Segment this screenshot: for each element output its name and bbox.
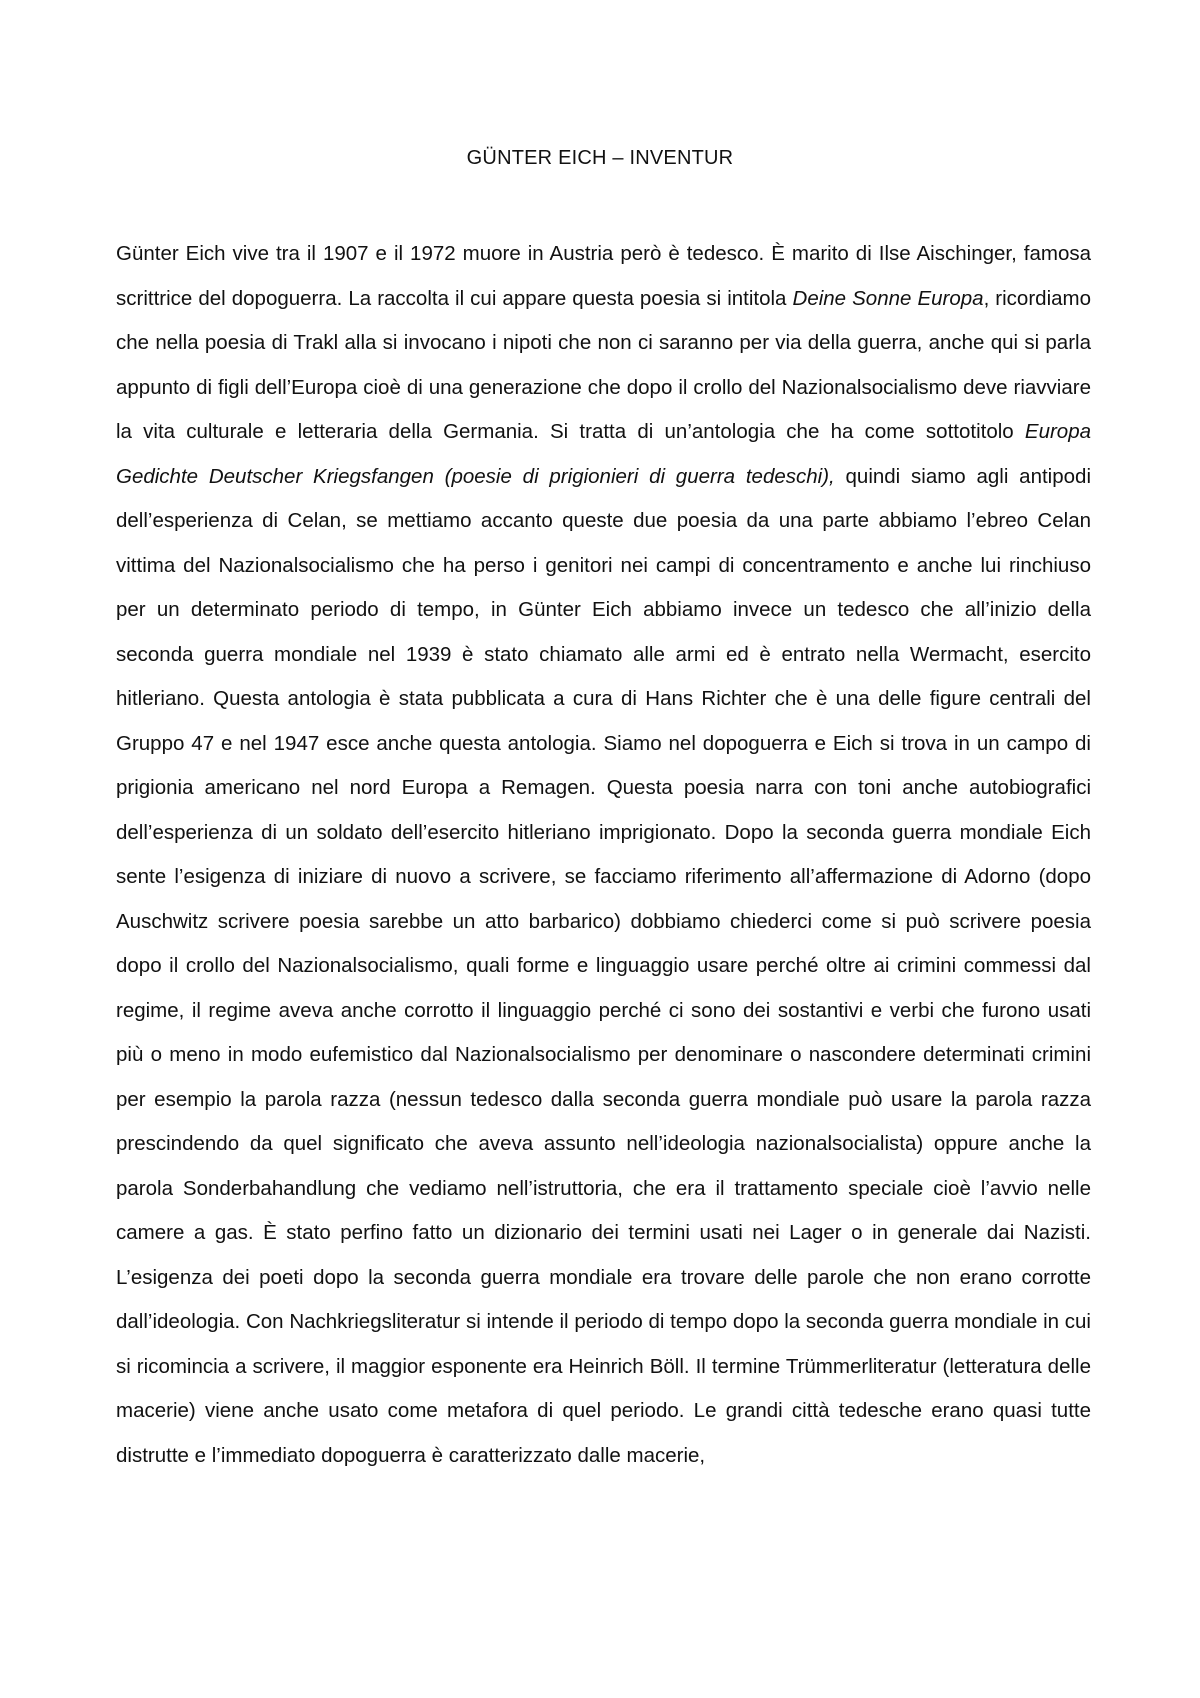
- italic-title-segment: Deine Sonne Europa: [792, 286, 984, 310]
- body-paragraph: [116, 232, 1091, 1478]
- document-title: GÜNTER EICH – INVENTUR: [466, 147, 734, 169]
- italic-subtitle-segment: Europa Gedichte Deutscher Kriegsfangen (poesie di prigionieri di guerra tedeschi),: [116, 420, 1091, 488]
- text-segment: quindi siamo agli antipodi dell’esperienza di Celan, se mettiamo accanto queste due poesia da una parte abbiamo l’ebreo Celan vittima del Nazionalsocialismo che ha perso i genitori nei campi di concentramento e anche lui rinchiuso per un determinato periodo di tempo, in Günter Eich abbiamo invece un tedesco che all’inizio della seconda guerra mondiale nel 1939 è stato chiamato alle armi ed è entrato nella Wermacht, esercito hitleriano. Questa antologia è stata pubblicata a cura di Hans Richter che è una delle figure centrali del Gruppo 47 e nel 1947 esce anche questa antologia. Siamo nel dopoguerra e Eich si trova in un campo di prigionia americano nel nord Europa a Remagen. Questa poesia narra con toni anche autobiografici dell’esperienza di un soldato dell’esercito hitleriano imprigionato. Dopo la seconda guerra mondiale Eich sente l’esigenza di iniziare di nuovo a scrivere, se facciamo riferimento all’affermazione di Adorno (dopo Auschwitz scrivere poesia sarebbe un atto barbarico) dobbiamo chiederci come si può scrivere poesia dopo il crollo del Nazionalsocialismo, quali forme e linguaggio usare perché oltre ai crimini commessi dal regime, il regime aveva anche corrotto il linguaggio perché ci sono dei sostantivi e verbi che furono usati più o meno in modo eufemistico dal Nazionalsocialismo per denominare o nascondere determinati crimini per esempio la parola razza (nessun tedesco dalla seconda guerra mondiale può usare la parola razza prescindendo da quel significato che aveva assunto nell’ideologia nazionalsocialista) oppure anche la parola Sonderbahandlung che vediamo nell’istruttoria, che era il trattamento speciale cioè l’avvio nelle camere a gas. È stato perfino fatto un dizionario dei termini usati nei Lager o in generale dai Nazisti. L’esigenza dei poeti dopo la seconda guerra mondiale era trovare delle parole che non erano corrotte dall’ideologia. Con Nachkriegsliteratur si intende il periodo di tempo dopo la seconda guerra mondiale in cui si ricomincia a scrivere, il maggior esponente era Heinrich Böll. Il termine Trümmerliteratur (letteratura delle macerie) viene anche usato come metafora di quel periodo. Le grandi città tedesche erano quasi tutte distrutte e l’immediato dopoguerra è caratterizzato dalle macerie,: [116, 464, 1091, 1467]
- text-segment: Günter Eich vive tra il 1907 e il 1972 muore in Austria però è tedesco. È marito di Ilse Aischinger, famosa scrittrice del dopoguerra. La raccolta il cui appare questa poesia si intitola: [116, 242, 1091, 310]
- text-segment: , ricordiamo che nella poesia di Trakl alla si invocano i nipoti che non ci saranno per via della guerra, anche qui si parla appunto di figli dell’Europa cioè di una generazione che dopo il crollo del Nazionalsocialismo deve riavviare la vita culturale e letteraria della Germania. Si tratta di un’antologia che ha come sottotitolo: [116, 286, 1091, 443]
